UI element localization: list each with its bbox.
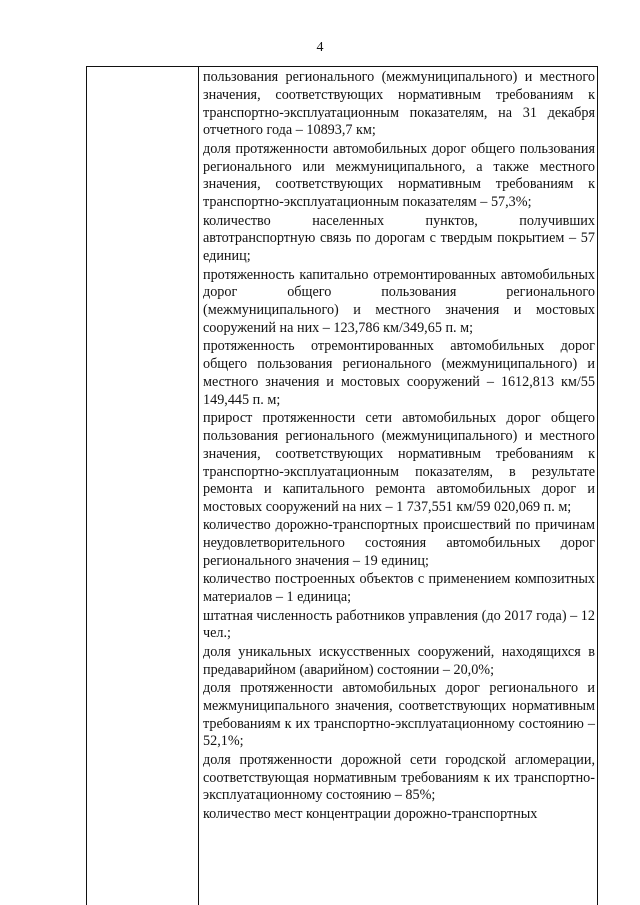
table-right-column [203,69,595,824]
indicator-paragraph: количество мест концентрации дорожно-транспортных [203,805,538,822]
indicator-paragraph: протяженность отремонтированных автомобильных дорог общего пользования регионального (межмуниципального) и местного значения и мостовых сооружений – 1612,813 км/55 149,445 п. м; [203,338,595,408]
indicator-paragraph: доля протяженности автомобильных дорог общего пользования регионального или межмуниципального, а также местного значения, соответствующих нормативным требованиям к транспортно-эксплуатационным показателям – 57,3%; [203,140,595,211]
indicator-paragraph: протяженность капитально отремонтированных автомобильных дорог общего пользования регионального (межмуниципального) и местного значения и мостовых сооружений на них – 123,786 км/349,65 п. м; [203,266,595,336]
indicators-table [86,66,598,905]
indicator-paragraph: количество населенных пунктов, получивших автотранспортную связь по дорогам с твердым покрытием – 57 единиц; [203,212,595,265]
indicator-paragraph: пользования регионального (межмуниципального) и местного значения, соответствующих нормативным требованиям к транспортно-эксплуатационным показателям, на 31 декабря отчетного года – 10893,7 км; [203,69,595,139]
table-left-column [87,67,199,905]
indicator-paragraph: доля протяженности дорожной сети городской агломерации, соответствующая нормативным требованиям к их транспортно-эксплуатационному состоянию – 85%; [203,751,595,804]
indicator-paragraph: количество построенных объектов с применением композитных материалов – 1 единица; [203,571,595,606]
indicator-paragraph: прирост протяженности сети автомобильных дорог общего пользования регионального (межмуниципального) и местного значения, соответствующих нормативным требованиям к транспортно-эксплуатационным показателям, в результате ремонта и капитального ремонта автомобильных дорог и мостовых сооружений на них – 1 737,551 км/59 020,069 п. м; [203,410,595,516]
indicator-paragraph: доля протяженности автомобильных дорог регионального и межмуниципального значения, соответствующих нормативным требованиям к их транспортно-эксплуатационному состоянию – 52,1%; [203,680,595,750]
page-number: 4 [316,40,324,55]
indicator-paragraph: штатная численность работников управления (до 2017 года) – 12 чел.; [203,607,595,642]
indicator-paragraph: доля уникальных искусственных сооружений, находящихся в предаварийном (аварийном) состоянии – 20,0%; [203,643,595,678]
indicator-paragraph: количество дорожно-транспортных происшествий по причинам неудовлетворительного состояния автомобильных дорог регионального значения – 19 единиц; [203,517,595,570]
